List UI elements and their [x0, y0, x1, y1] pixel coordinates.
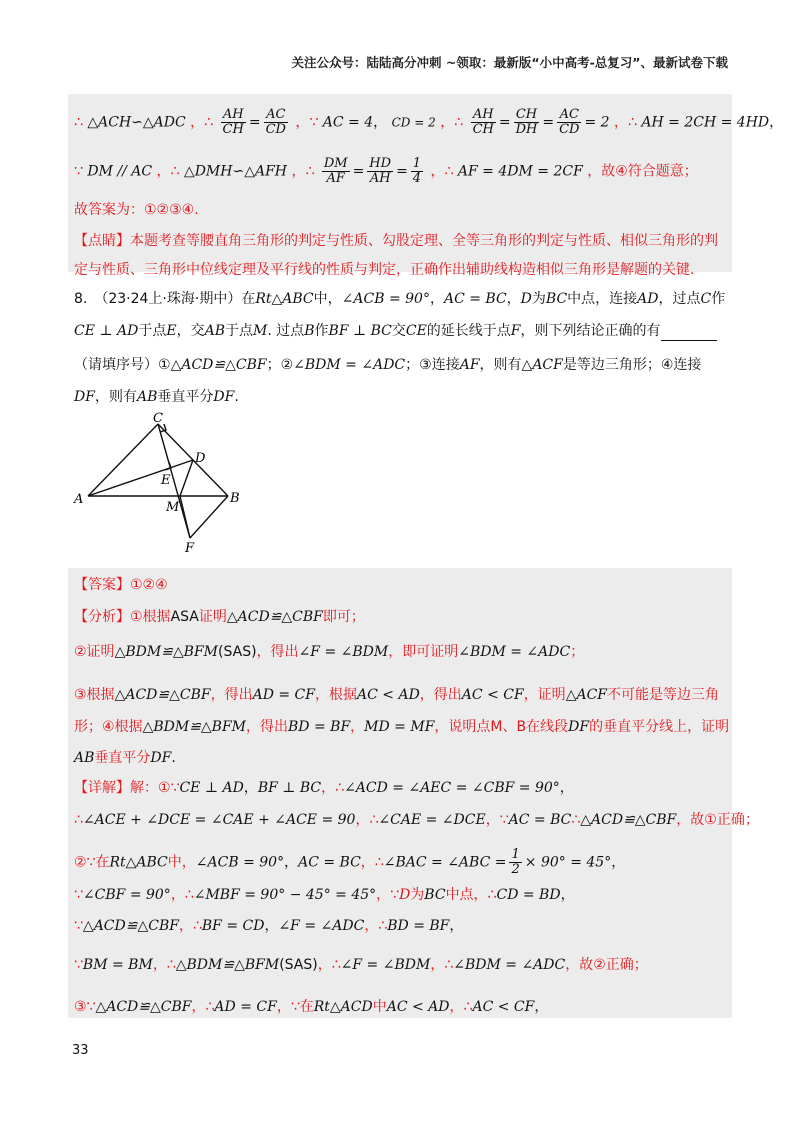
detail-line-7: ③∵△ACD≌△CBF，∴AD = CF，∵在Rt△ACD中AC < AD，∴AC < CF，	[74, 999, 549, 1015]
page-header: 关注公众号：陆陆高分冲刺 ~领取：最新版“小中高考-总复习”、最新试卷下载	[291, 55, 728, 70]
detail-line-5: ∵△ACD≌△CBF，∴BF = CD，∠F = ∠ADC，∴BD = BF，	[74, 918, 464, 934]
analysis-line-3: ③根据△ACD≌△CBF，得出AD = CF，根据AC < AD，得出AC < CF，证明△ACF不可能是等边三角	[74, 687, 719, 703]
question-line-3: （请填序号）①△ACD≌△CBF；②∠BDM = ∠ADC；③连接AF，则有△ACF是等边三角形；④连接	[74, 357, 702, 373]
label-A: A	[74, 492, 84, 507]
answer-blank	[661, 326, 717, 341]
label-B: B	[230, 491, 240, 506]
detail-line-3: ②∵在Rt△ABC中，∠ACB = 90°，AC = BC，∴∠BAC = ∠ABC = $\frac{1}{2}$ × 90° = 45°，	[74, 847, 626, 877]
analysis-line-5: AB垂直平分DF.	[74, 750, 176, 766]
geometry-figure	[66, 410, 256, 555]
prev-line-1: ∴ △ACH∽△ADC ，∴ $\frac{AH}{CH}$ = $\frac{AC}{CD}$ ，∵ AC = 4， CD = 2 ，∴ $\frac{AH}{CH}$ = $\frac{CH}{DH}$ = $\frac{AC}{CD}$ = 2 ，∴ AH = 2CH = 4HD，	[74, 107, 784, 137]
analysis-line-2: ②证明△BDM≌△BFM(SAS)，得出∠F = ∠BDM，即可证明∠BDM = ∠ADC；	[74, 644, 585, 660]
question-line-1: 8. （23·24上·珠海·期中）在Rt△ABC中，∠ACB = 90°，AC = BC，D为BC中点，连接AD，过点C作	[74, 291, 726, 307]
detail-line-2: ∴∠ACE + ∠DCE = ∠CAE + ∠ACE = 90，∴∠CAE = ∠DCE，∵AC = BC∴△ACD≌△CBF，故①正确；	[74, 812, 759, 828]
prev-line-3: 故答案为：①②③④.	[74, 202, 199, 218]
analysis-line-4: 形；④根据△BDM≌△BFM，得出BD = BF，MD = MF，说明点M、B在线段DF的垂直平分线上，证明	[74, 719, 730, 735]
label-C: C	[153, 411, 163, 426]
question-line-4: DF，则有AB垂直平分DF.	[74, 389, 239, 405]
prev-line-2: ∵ DM // AC ，∴ △DMH∽△AFH ，∴ $\frac{DM}{AF}$ = $\frac{HD}{AH}$ = $\frac{1}{4}$ ，∴ AF = 4DM = 2CF ，故④符合题意；	[74, 156, 698, 186]
page-number: 33	[72, 1043, 89, 1058]
label-D: D	[195, 451, 206, 466]
detail-line-4: ∵∠CBF = 90°，∴∠MBF = 90° − 45° = 45°，∵D为BC中点，∴CD = BD，	[74, 887, 575, 903]
label-E: E	[161, 473, 171, 488]
label-M: M	[166, 500, 180, 515]
detail-line-1: 【详解】解：①∵CE ⊥ AD，BF ⊥ BC，∴∠ACD = ∠AEC = ∠CBF = 90°，	[74, 780, 574, 796]
question-line-2: CE ⊥ AD于点E，交AB于点M. 过点B作BF ⊥ BC交CE的延长线于点F，则下列结论正确的有	[74, 321, 717, 341]
prev-tip-line-2: 定与性质、三角形中位线定理及平行线的性质与判定，正确作出辅助线构造相似三角形是解题的关键.	[74, 262, 695, 278]
answer-line: 【答案】①②④	[74, 577, 168, 593]
analysis-line-1: 【分析】①根据ASA证明△ACD≌△CBF即可；	[74, 609, 365, 625]
detail-line-6: ∵BM = BM，∴△BDM≌△BFM(SAS)，∴∠F = ∠BDM，∴∠BDM = ∠ADC，故②正确；	[74, 957, 648, 973]
label-F: F	[185, 541, 195, 555]
prev-tip-line-1: 【点睛】本题考查等腰直角三角形的判定与性质、勾股定理、全等三角形的判定与性质、相似三角形的判	[74, 233, 718, 249]
